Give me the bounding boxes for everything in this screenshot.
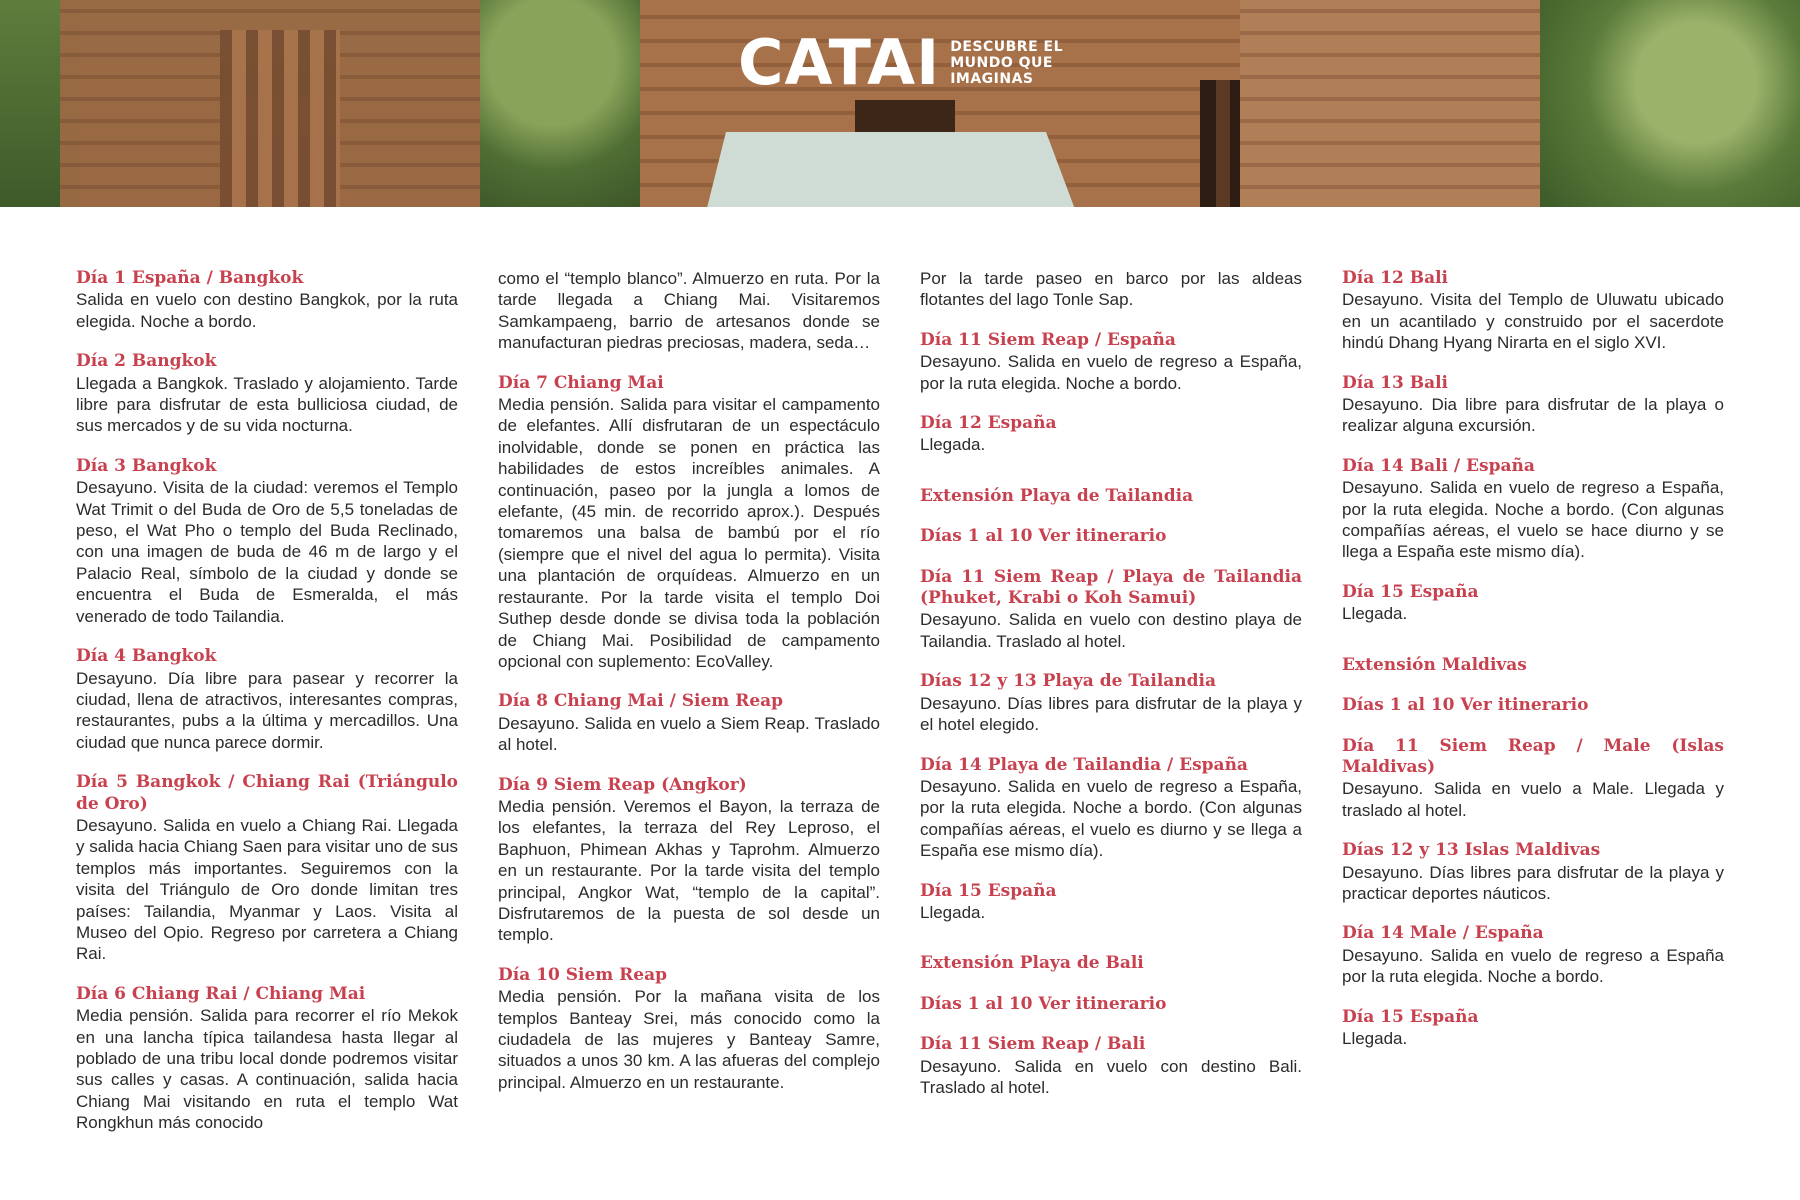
- itinerary-entry: [1342, 373, 1724, 437]
- day-heading: Día 14 Playa de Tailandia / España: [920, 754, 1248, 775]
- itinerary-entry: [498, 268, 880, 354]
- itinerary-entry: [1342, 736, 1724, 822]
- extension-heading: Extensión Playa de Tailandia: [920, 485, 1194, 506]
- itinerary-entry: [920, 526, 1302, 547]
- extension-heading: Extensión Maldivas: [1342, 654, 1527, 675]
- itinerary-content: [76, 268, 1724, 1153]
- day-heading: Día 3 Bangkok: [76, 455, 217, 476]
- day-description: Desayuno. Visita de la ciudad: veremos el Templo Wat Trimit o del Buda de Oro de 5,5 toneladas de peso, el Wat Pho o templo del Buda Reclinado, con una imagen de buda de 46 m de largo y el Palacio Real, símbolo de la ciudad y donde se encuentra el Buda de Esmeralda, el más venerado de todo Tailandia.: [76, 478, 458, 626]
- day-description: como el “templo blanco”. Almuerzo en ruta. Por la tarde llegada a Chiang Mai. Visitaremos Samkampaeng, barrio de artesanos donde se manufacturan piedras preciosas, madera, seda…: [498, 269, 880, 353]
- itinerary-entry: [76, 984, 458, 1134]
- itinerary-entry: [76, 772, 458, 965]
- day-description: Llegada.: [920, 902, 986, 922]
- extension-heading: Extensión Playa de Bali: [920, 953, 1144, 974]
- itinerary-entry: [1342, 1007, 1724, 1050]
- trees-photo-right: [1540, 0, 1800, 207]
- day-heading: Día 1 España / Bangkok: [76, 268, 304, 288]
- itinerary-entry: [498, 373, 880, 673]
- catai-logo: [738, 26, 1063, 99]
- day-heading: Día 12 España: [920, 413, 1057, 434]
- day-heading: Día 2 Bangkok: [76, 351, 217, 372]
- header-trapezoid-panel: [706, 132, 1076, 207]
- itinerary-entry: [1342, 840, 1724, 904]
- day-description: Por la tarde paseo en barco por las aldeas flotantes del lago Tonle Sap.: [920, 269, 1302, 310]
- itinerary-entry: [76, 646, 458, 753]
- itinerary-entry: [920, 994, 1302, 1015]
- day-heading: Día 14 Bali / España: [1342, 455, 1535, 476]
- itinerary-entry: [920, 268, 1302, 311]
- day-heading: Día 4 Bangkok: [76, 646, 217, 667]
- itinerary-entry: [920, 671, 1302, 735]
- day-description: Desayuno. Días libres para disfrutar de la playa y practicar deportes náuticos.: [1342, 862, 1724, 903]
- itinerary-column-4: [1342, 268, 1724, 1153]
- day-heading: Día 15 España: [1342, 1006, 1479, 1027]
- day-description: Desayuno. Salida en vuelo de regreso a España, por la ruta elegida. Noche a bordo.: [920, 352, 1302, 393]
- itinerary-entry: [920, 755, 1302, 862]
- itinerary-column-2: [498, 268, 880, 1153]
- day-heading: Días 1 al 10 Ver itinerario: [920, 993, 1167, 1014]
- day-heading: Día 6 Chiang Rai / Chiang Mai: [76, 983, 366, 1004]
- day-description: Media pensión. Por la mañana visita de los templos Banteay Srei, más conocido como la ciudadela de las mujeres y Banteay Samre, situados a unos 30 km. A las afueras del complejo principal. Almuerzo en un restaurante.: [498, 987, 880, 1092]
- header-banner: [0, 0, 1800, 207]
- day-heading: Día 11 Siem Reap / Bali: [920, 1034, 1146, 1055]
- day-heading: Día 11 Siem Reap / España: [920, 329, 1176, 350]
- day-heading: Día 9 Siem Reap (Angkor): [498, 774, 747, 795]
- day-description: Desayuno. Salida en vuelo a Siem Reap. Traslado al hotel.: [498, 713, 880, 755]
- day-heading: Días 1 al 10 Ver itinerario: [920, 526, 1167, 547]
- itinerary-entry: [76, 351, 458, 437]
- day-description: Desayuno. Salida en vuelo de regreso a España, por la ruta elegida. Noche a bordo. (Con algunas compañías aéreas, el vuelo es diurno y se llega a España ese mismo día).: [920, 776, 1302, 861]
- day-description: Salida en vuelo con destino Bangkok, por la ruta elegida. Noche a bordo.: [76, 290, 458, 331]
- itinerary-entry: [76, 456, 458, 627]
- day-description: Desayuno. Visita del Templo de Uluwatu ubicado en un acantilado y construido por el sacerdote hindú Dhang Hyang Nirarta en el siglo XVI.: [1342, 290, 1724, 353]
- day-heading: Días 12 y 13 Islas Maldivas: [1342, 840, 1601, 861]
- temple-photo-left: [60, 0, 500, 207]
- day-heading: Día 5 Bangkok / Chiang Rai (Triángulo de Oro): [76, 772, 458, 814]
- logo-brand: CATAI: [738, 26, 941, 99]
- itinerary-entry: [920, 567, 1302, 653]
- itinerary-column-3: [920, 268, 1302, 1153]
- day-description: Llegada.: [1342, 1028, 1408, 1048]
- day-description: Desayuno. Salida en vuelo de regreso a España por la ruta elegida. Noche a bordo.: [1342, 945, 1724, 987]
- day-heading: Día 12 Bali: [1342, 268, 1449, 288]
- day-heading: Día 14 Male / España: [1342, 923, 1544, 944]
- day-description: Media pensión. Salida para recorrer el río Mekok en una lancha típica tailandesa hasta llegar al poblado de una tribu local donde podremos visitar sus calles y casas. A continuación, salida hacia Chiang Mai visitando en ruta el templo Wat Rongkhun más conocido: [76, 1006, 458, 1133]
- itinerary-entry: [920, 330, 1302, 394]
- day-description: Desayuno. Salida en vuelo a Male. Llegada y traslado al hotel.: [1342, 779, 1724, 820]
- day-description: Llegada.: [1342, 604, 1408, 624]
- day-description: Llegada a Bangkok. Traslado y alojamiento. Tarde libre para disfrutar de esta bulliciosa ciudad, de sus mercados y de su vida nocturna.: [76, 373, 458, 436]
- itinerary-entry: [920, 881, 1302, 924]
- itinerary-entry: [498, 965, 880, 1093]
- itinerary-entry: [1342, 582, 1724, 625]
- itinerary-entry: [76, 268, 458, 332]
- day-description: Media pensión. Veremos el Bayon, la terraza de los elefantes, la terraza del Rey Leproso, el Baphuon, Phimean Akhas y Taprohm. Almuerzo en un restaurante. Por la tarde visita del templo principal, Angkor Wat, “templo de la capital”. Disfrutaremos de la puesta de sol desde un templo.: [498, 796, 880, 945]
- itinerary-entry: [920, 1034, 1302, 1098]
- day-heading: Día 11 Siem Reap / Playa de Tailandia (Phuket, Krabi o Koh Samui): [920, 566, 1302, 609]
- itinerary-entry: [1342, 695, 1724, 716]
- day-description: Media pensión. Salida para visitar el campamento de elefantes. Allí disfrutaran de un espectáculo inolvidable, donde se ponen en práctica las habilidades de estos increíbles animales. A continuación, paseo por la jungla a lomos de elefante, (45 min. de recorrido aprox.). Después tomaremos una balsa de bambú por el río (siempre que el nivel del agua lo permita). Visita una plantación de orquídeas. Almuerzo en un restaurante. Por la tarde visita el templo Doi Suthep desde donde se divisa toda la población de Chiang Mai. Posibilidad de campamento opcional con suplemento: EcoValley.: [498, 395, 880, 671]
- itinerary-column-1: [76, 268, 458, 1153]
- day-description: Llegada.: [920, 435, 986, 455]
- day-description: Desayuno. Salida en vuelo a Chiang Rai. Llegada y salida hacia Chiang Saen para visitar uno de sus templos más importantes. Seguiremos con la visita del Triángulo de Oro donde limitan tres países: Tailandia, Myanmar y Laos. Visita al Museo del Opio. Regreso por carretera a Chiang Rai.: [76, 815, 458, 964]
- day-heading: Día 8 Chiang Mai / Siem Reap: [498, 691, 784, 712]
- temple-photo-right: [1240, 0, 1570, 207]
- logo-tagline: DESCUBRE EL MUNDO QUE IMAGINAS: [950, 39, 1063, 87]
- day-heading: Día 15 España: [1342, 581, 1479, 602]
- itinerary-entry: [1342, 268, 1724, 354]
- itinerary-entry: [1342, 456, 1724, 563]
- day-heading: Días 12 y 13 Playa de Tailandia: [920, 671, 1217, 692]
- day-heading: Día 10 Siem Reap: [498, 964, 668, 985]
- day-description: Desayuno. Día libre para pasear y recorrer la ciudad, llena de atractivos, interesantes compras, restaurantes, pubs a la última y mercadillos. Una ciudad que nunca parece dormir.: [76, 668, 458, 752]
- extension-block: [920, 953, 1302, 974]
- day-heading: Día 13 Bali: [1342, 372, 1449, 393]
- trees-photo-center: [480, 0, 660, 207]
- day-heading: Día 15 España: [920, 880, 1057, 901]
- day-heading: Días 1 al 10 Ver itinerario: [1342, 695, 1589, 716]
- day-description: Desayuno. Salida en vuelo de regreso a España, por la ruta elegida. Noche a bordo. (Con algunas compañías aéreas, el vuelo se hace diurno y se llega a España este mismo día).: [1342, 478, 1724, 562]
- extension-block: [920, 486, 1302, 507]
- day-description: Desayuno. Días libres para disfrutar de la playa y el hotel elegido.: [920, 693, 1302, 735]
- day-description: Desayuno. Dia libre para disfrutar de la playa o realizar alguna excursión.: [1342, 395, 1724, 436]
- day-heading: Día 7 Chiang Mai: [498, 372, 664, 393]
- extension-block: [1342, 655, 1724, 676]
- itinerary-entry: [920, 413, 1302, 456]
- itinerary-entry: [498, 775, 880, 946]
- itinerary-entry: [498, 691, 880, 755]
- day-heading: Día 11 Siem Reap / Male (Islas Maldivas): [1342, 735, 1724, 777]
- day-description: Desayuno. Salida en vuelo con destino Bali. Traslado al hotel.: [920, 1056, 1302, 1097]
- itinerary-entry: [1342, 923, 1724, 987]
- day-description: Desayuno. Salida en vuelo con destino playa de Tailandia. Traslado al hotel.: [920, 610, 1302, 651]
